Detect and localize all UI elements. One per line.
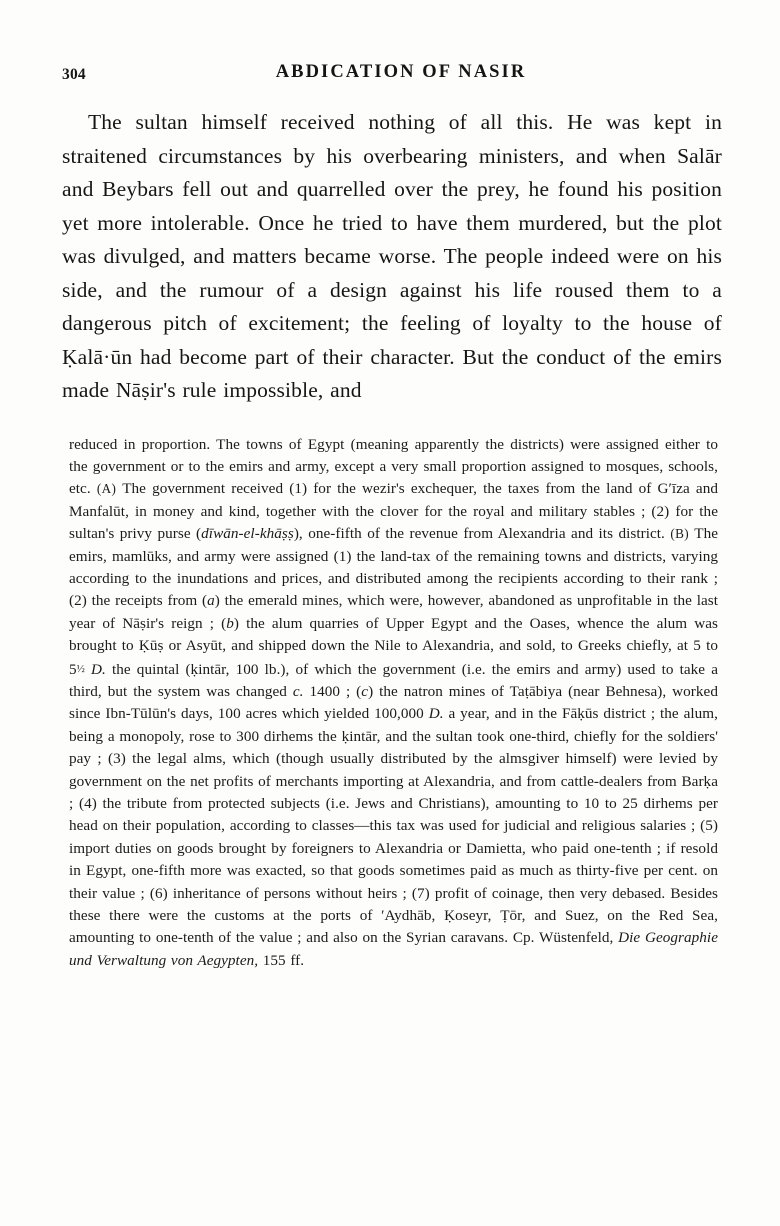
footnote-segment: D. (428, 705, 444, 723)
running-head-title: ABDICATION OF NASIR (275, 62, 527, 82)
footnote-segment: a (207, 592, 215, 610)
footnote-segment: Die Geographie und Verwaltung von Aegypten, (69, 929, 718, 969)
footnote-segment: 155 ff. (258, 951, 305, 969)
footnote-segment: D. (91, 660, 106, 678)
page-content-area (62, 60, 722, 972)
footnote-segment: b (226, 614, 234, 632)
footnote-segment: c. (292, 682, 304, 700)
footnote-segment: ), one-fifth of the revenue from Alexandria and its district. (293, 525, 671, 543)
footnote-segment: ) the alum quarries of Upper Egypt and the Oases, whence the alum was brought to Ḳūṣ or Asyūt, and shipped down the Nile to Alexandria, and sold, to Greeks chiefly, at 5 to 5 (69, 614, 718, 678)
footnote-segment: ) the natron mines of Taṭābiya (near Behnesa), worked since Ibn-Tūlūn's days, 100 acres which yielded 100,000 (69, 682, 718, 723)
footnote-segment: (B) (670, 526, 690, 542)
footnote-segment: ½ (76, 662, 85, 675)
footnote-segment: The government received (1) for the wezir's exchequer, the taxes from the land of G′īza and Manfalūt, in money and kind, together with the clover for the royal and military stables ; (2) for the sultan's privy purse ( (69, 480, 718, 543)
footnote-segment: the quintal (ḳintār, 100 lb.), of which the government (i.e. the emirs and army) used to take a third, but the system was changed (69, 660, 718, 700)
footnote-segment: reduced in proportion. The towns of Egypt (meaning apparently the districts) were assigned either to the government or to the emirs and army, except a very small proportion assigned to mosques, schools, etc. (69, 435, 718, 498)
footnote-segment: (A) (96, 481, 117, 497)
footnote-block (62, 434, 722, 973)
footnote-segment: 1400 ; ( (303, 682, 362, 700)
footnote-segment: The emirs, mamlūks, and army were assigned (1) the land-tax of the remaining towns and districts, varying according to the inundations and prices, and distributed among the recipients according to their rank ; (2) the receipts from ( (69, 525, 719, 610)
body-paragraph-text: The sultan himself received nothing of all this. He was kept in straitened circumstances by his overbearing ministers, and when Salār and Beybars fell out and quarrelled over the prey, he found his position yet more intolerable. Once he tried to have them murdered, but the plot was divulged, and matters became worse. The people indeed were on his side, and the rumour of a design against his life roused them to a dangerous pitch of excitement; the feeling of loyalty to the house of Ḳalā·ūn had become part of their character. But the conduct of the emirs made Nāṣir's rule impossible, and (62, 110, 722, 402)
footnote-segment: dīwān-el-khāṣṣ (201, 525, 294, 543)
footnote-segment: c (361, 682, 369, 700)
running-head (62, 60, 722, 94)
page-number: 304 (62, 66, 86, 83)
footnote-segment: a year, and in the Fāḳūs district ; the alum, being a monopoly, rose to 300 dirhems the ḳintār, and the sultan took one-third, chiefly for the soldiers' pay ; (3) the legal alms, which (though usually distributed by the almsgiver himself) were levied by government on the net profits of merchants importing at Alexandria, and from cattle-dealers from Barḳa ; (4) the tribute from protected subjects (i.e. Jews and Christians), amounting to 10 to 25 dirhems per head on their population, according to classes—this tax was used for judicial and religious salaries ; (5) import duties on goods brought by foreigners to Alexandria or Damietta, who paid one-tenth ; if resold in Egypt, one-fifth more was exacted, so that goods sometimes paid as much as thirty-five per cent. on their value ; (6) inheritance of persons without heirs ; (7) profit of coinage, then very debased. Besides these there were the customs at the ports of ′Aydhāb, Ḳoseyr, Ṭōr, and Suez, on the Red Sea, amounting to one-tenth of the value ; and also on the Syrian caravans. Cp. Wüstenfeld, (69, 705, 718, 947)
footnote-segment: ) the emerald mines, which were, however, abandoned as unprofitable in the last year of Nāṣir's reign ; ( (69, 592, 718, 632)
footnote-text (69, 434, 718, 973)
body-paragraph (62, 106, 722, 408)
